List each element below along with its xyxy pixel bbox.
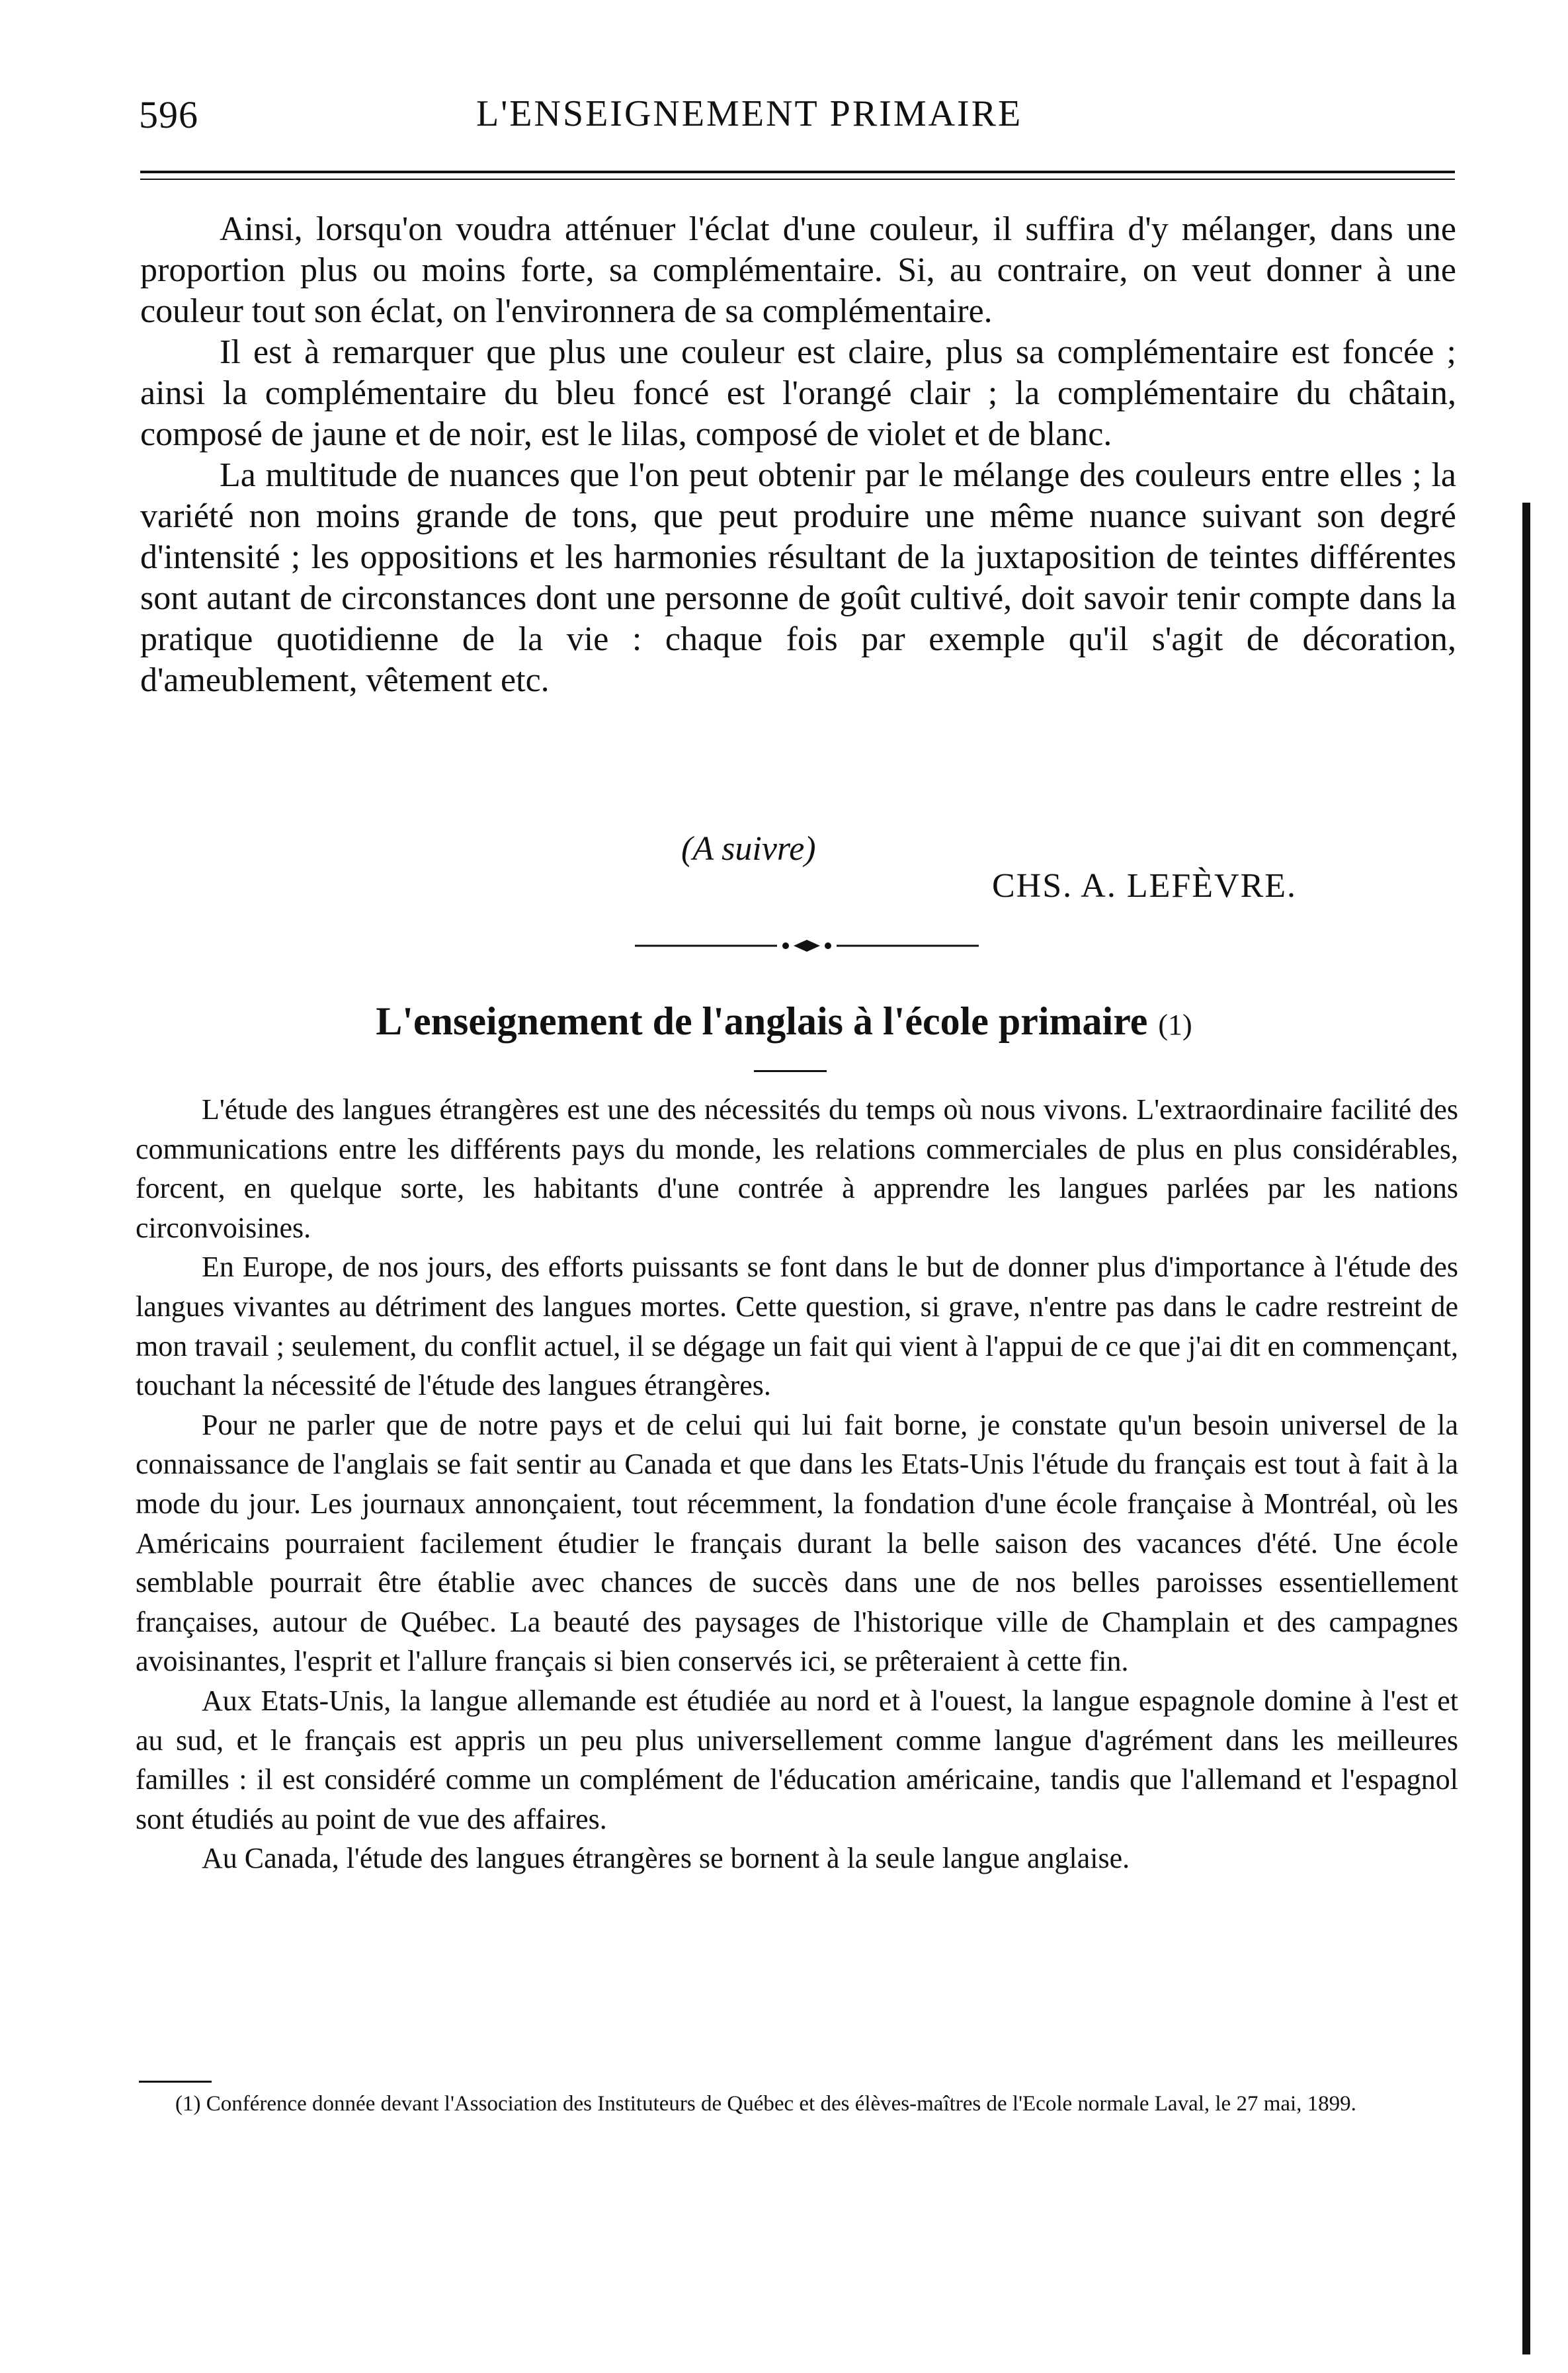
- header-rule-thin: [140, 179, 1455, 180]
- footnote-rule: [139, 2081, 212, 2083]
- paragraph: Ainsi, lorsqu'on voudra atténuer l'éclat d'une couleur, il suffira d'y mélanger, dans une proportion plus ou moins forte, sa complémentaire. Si, au contraire, on veut donner à une couleur tout son éclat, on l'environnera de sa complémentaire.: [140, 210, 1456, 330]
- paragraph: Au Canada, l'étude des langues étrangères se bornent à la seule langue anglaise.: [202, 1842, 1130, 1875]
- section-ornament: [635, 938, 979, 954]
- paragraph: L'étude des langues étrangères est une des nécessités du temps où nous vivons. L'extraordinaire facilité des communications entre les différents pays du monde, les relations commerciales de plus en plus considérables, forcent, en quelque sorte, les habitants d'une contrée à apprendre les langues parlées par les nations circonvoisines.: [136, 1093, 1458, 1244]
- to-be-continued: (A suivre): [681, 830, 816, 868]
- scan-margin-bar: [1522, 503, 1530, 2354]
- article-body: [136, 1090, 1458, 1878]
- running-title: L'ENSEIGNEMENT PRIMAIRE: [476, 93, 1023, 134]
- author-signature: CHS. A. LEFÈVRE.: [992, 867, 1298, 905]
- article-title-text: L'enseignement de l'anglais à l'école primaire: [376, 999, 1148, 1043]
- paragraph: Pour ne parler que de notre pays et de celui qui lui fait borne, je constate qu'un besoin universel de la connaissance de l'anglais se fait sentir au Canada et que dans les Etats-Unis l'étude du français est tout à fait à la mode du jour. Les journaux annonçaient, tout récemment, la fondation d'une école française à Montréal, où les Américains pourraient facilement étudier le français durant la belle saison des vacances d'été. Une école semblable pourrait être établie avec chances de succès dans une de nos belles paroisses essentiellement françaises, autour de Québec. La beauté des paysages de l'historique ville de Champlain et des campagnes avoisinantes, l'esprit et l'allure français si bien conservés ici, se prêteraient à cette fin.: [136, 1408, 1458, 1678]
- footnote-reference: (1): [1158, 1009, 1192, 1041]
- page-number: 596: [139, 93, 198, 136]
- header-rule: [140, 171, 1455, 173]
- previous-article-body: [140, 209, 1456, 701]
- article-title: [0, 999, 1568, 1044]
- footnote: [136, 2090, 1458, 2118]
- paragraph: La multitude de nuances que l'on peut obtenir par le mélange des couleurs entre elles ; la variété non moins grande de tons, que peut produire une même nuance suivant son degré d'intensité ; les oppositions et les harmonies résultant de la juxtaposition de teintes différentes sont autant de circonstances dont une personne de goût cultivé, doit savoir tenir compte dans la pratique quotidienne de la vie : chaque fois par exemple qu'il s'agit de décoration, d'ameublement, vêtement etc.: [140, 456, 1456, 699]
- footnote-text: (1) Conférence donnée devant l'Association des Instituteurs de Québec et des élèves-maîtres de l'Ecole normale Laval, le 27 mai, 1899.: [175, 2092, 1356, 2116]
- paragraph: Il est à remarquer que plus une couleur est claire, plus sa complémentaire est foncée ; ainsi la complémentaire du bleu foncé est l'orangé clair ; la complémentaire du châtain, composé de jaune et de noir, est le lilas, composé de violet et de blanc.: [140, 333, 1456, 453]
- title-rule: [754, 1070, 827, 1072]
- paragraph: En Europe, de nos jours, des efforts puissants se font dans le but de donner plus d'importance à l'étude des langues vivantes au détriment des langues mortes. Cette question, si grave, n'entre pas dans le cadre restreint de mon travail ; seulement, du conflit actuel, il se dégage un fait qui vient à l'appui de ce que j'ai dit en commençant, touchant la nécessité de l'étude des langues étrangères.: [136, 1251, 1458, 1402]
- paragraph: Aux Etats-Unis, la langue allemande est étudiée au nord et à l'ouest, la langue espagnole domine à l'est et au sud, et le français est appris un peu plus universellement comme langue d'agrément dans les meilleures familles : il est considéré comme un complément de l'éducation américaine, tandis que l'allemand et l'espagnol sont étudiés au point de vue des affaires.: [136, 1684, 1458, 1835]
